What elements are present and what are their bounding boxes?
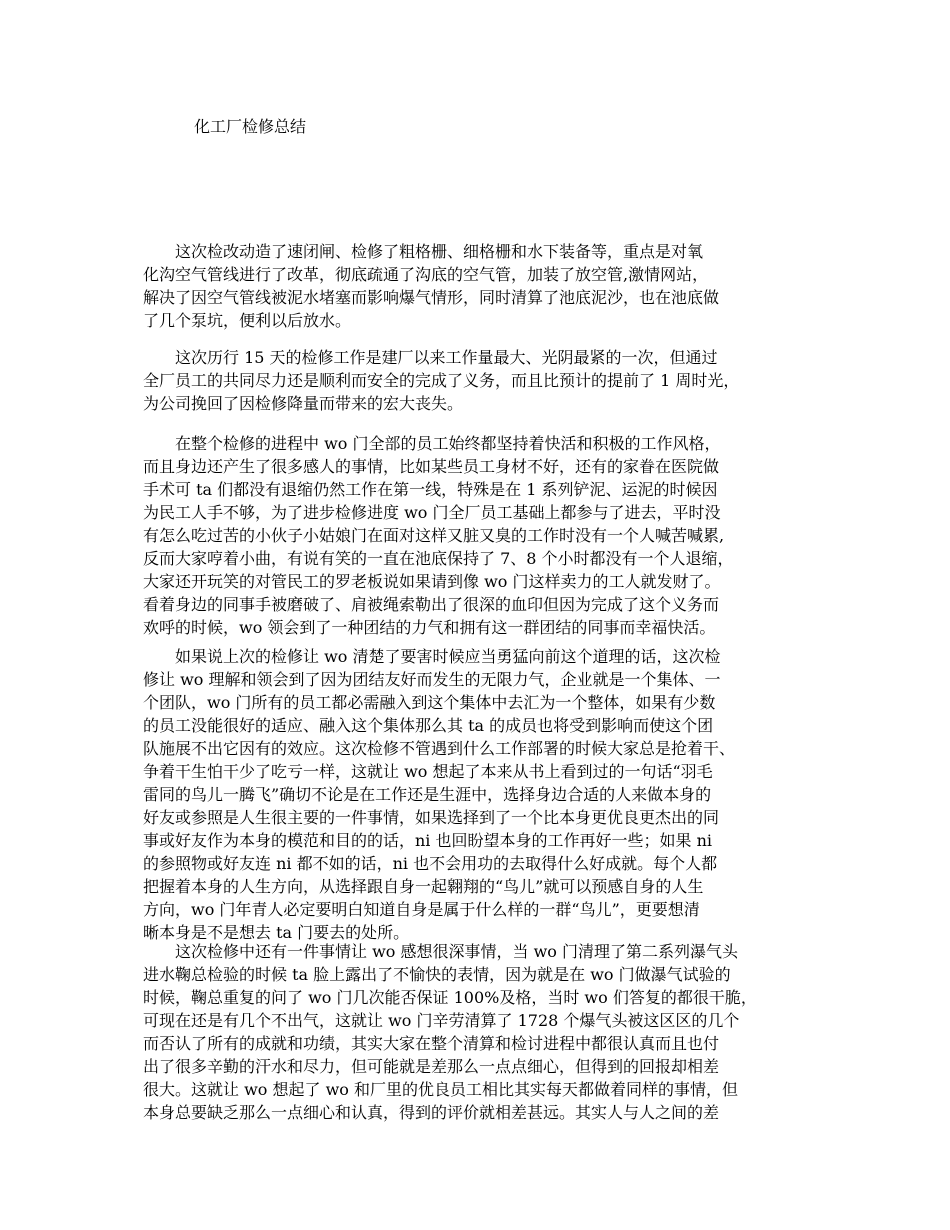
- paragraph-line: 把握着本身的人生方向，从选择跟自身一起翱翔的“鸟儿”就可以预感自身的人生: [143, 877, 704, 896]
- paragraph-line: 手术可 ta 们都没有退缩仍然工作在第一线，特殊是在 1 系列铲泥、运泥的时候因: [143, 480, 718, 499]
- paragraph-line: 晰本身是不是想去 ta 门要去的处所。: [143, 923, 410, 942]
- paragraph-line: 进水鞠总检验的时候 ta 脸上露出了不愉快的表情，因为就是在 wo 门做瀑气试验的: [143, 965, 731, 984]
- paragraph-line: 为民工人手不够，为了进步检修进度 wo 门全厂员工基础上都参与了进去，平时没: [143, 503, 721, 522]
- paragraph-line: 修让 wo 理解和领会到了因为团结友好而发生的无限力气，企业就是一个集体、一: [143, 670, 721, 689]
- paragraph-line: 如果说上次的检修让 wo 清楚了要害时候应当勇猛向前这个道理的话，这次检: [143, 647, 721, 666]
- paragraph-line: 全厂员工的共同尽力还是顺利而安全的完成了义务，而且比预计的提前了 1 周时光，: [143, 371, 740, 390]
- paragraph-2: [143, 346, 823, 415]
- paragraph-line: 的参照物或好友连 ni 都不如的话，ni 也不会用功的去取得什么好成就。每个人都: [143, 854, 718, 873]
- paragraph-line: 大家还开玩笑的对管民工的罗老板说如果请到像 wo 门这样卖力的工人就发财了。: [143, 572, 721, 591]
- paragraph-5: [143, 940, 823, 1124]
- paragraph-line: 好友或参照是人生很主要的一件事情，如果选择到了一个比本身更优良更杰出的同: [143, 808, 720, 827]
- paragraph-line: 雷同的鸟儿一腾飞”确切不论是在工作还是生涯中，选择身边合适的人来做本身的: [143, 785, 712, 804]
- paragraph-line: 方向，wo 门年青人必定要明白知道自身是属于什么样的一群“鸟儿”，更要想清: [143, 900, 700, 919]
- paragraph-line: 在整个检修的进程中 wo 门全部的员工始终都坚持着快活和积极的工作风格，: [143, 434, 721, 453]
- paragraph-line: 有怎么吃过苦的小伙子小姑娘门在面对这样又脏又臭的工作时没有一个人喊苦喊累,: [143, 526, 725, 545]
- paragraph-line: 争着干生怕干少了吃亏一样，这就让 wo 想起了本来从书上看到过的一句话“羽毛: [143, 762, 713, 781]
- paragraph-1: [143, 240, 823, 332]
- paragraph-line: 个团队，wo 门所有的员工都必需融入到这个集体中去汇为一个整体，如果有少数: [143, 693, 716, 712]
- paragraph-4: [143, 645, 823, 944]
- paragraph-3: [143, 432, 823, 639]
- paragraph-line: 可现在还是有几个不出气，这就让 wo 门辛劳清算了 1728 个爆气头被这区区的几个: [143, 1011, 740, 1030]
- paragraph-line: 为公司挽回了因检修降量而带来的宏大丧失。: [143, 394, 464, 413]
- paragraph-line: 了几个泵坑，便利以后放水。: [143, 311, 352, 330]
- paragraph-line: 而否认了所有的成就和功绩，其实大家在整个清算和检讨进程中都很认真而且也付: [143, 1034, 720, 1053]
- paragraph-line: 这次检修中还有一件事情让 wo 感想很深事情，当 wo 门清理了第二系列瀑气头: [143, 942, 739, 961]
- document-title: 化工厂检修总结: [194, 117, 307, 136]
- paragraph-line: 事或好友作为本身的模范和目的的话，ni 也回盼望本身的工作再好一些；如果 ni: [143, 831, 713, 850]
- paragraph-line: 时候，鞠总重复的问了 wo 门几次能否保证 100%及格，当时 wo 们答复的都很干脆，: [143, 988, 757, 1007]
- paragraph-line: 解决了因空气管线被泥水堵塞而影响爆气情形，同时清算了池底泥沙，也在池底做: [143, 288, 720, 307]
- paragraph-line: 看着身边的同事手被磨破了、肩被绳索勒出了很深的血印但因为完成了这个义务而: [143, 595, 720, 614]
- paragraph-line: 这次历行 15 天的检修工作是建厂以来工作量最大、光阴最紧的一次，但通过: [143, 348, 718, 367]
- paragraph-line: 很大。这就让 wo 想起了 wo 和厂里的优良员工相比其实每天都做着同样的事情，但: [143, 1080, 739, 1099]
- paragraph-line: 的员工没能很好的适应、融入这个集体那么其 ta 的成员也将受到影响而使这个团: [143, 716, 714, 735]
- paragraph-line: 而且身边还产生了很多感人的事情，比如某些员工身材不好，还有的家眷在医院做: [143, 457, 720, 476]
- paragraph-line: 队施展不出它因有的效应。这次检修不管遇到什么工作部署的时候大家总是抢着干、: [143, 739, 736, 758]
- paragraph-line: 反而大家哼着小曲，有说有笑的一直在池底保持了 7、8 个小时都没有一个人退缩，: [143, 549, 734, 568]
- paragraph-line: 这次检改动造了速闭闸、检修了粗格栅、细格栅和水下装备等，重点是对氧: [143, 242, 704, 261]
- paragraph-line: 化沟空气管线进行了改革，彻底疏通了沟底的空气管，加装了放空管,激情网站，: [143, 265, 709, 284]
- paragraph-line: 欢呼的时候，wo 领会到了一种团结的力气和拥有这一群团结的同事而幸福快活。: [143, 618, 716, 637]
- paragraph-line: 本身总要缺乏那么一点细心和认真，得到的评价就相差甚远。其实人与人之间的差: [143, 1103, 720, 1122]
- paragraph-line: 出了很多辛勤的汗水和尽力，但可能就是差那么一点点细心，但得到的回报却相差: [143, 1057, 720, 1076]
